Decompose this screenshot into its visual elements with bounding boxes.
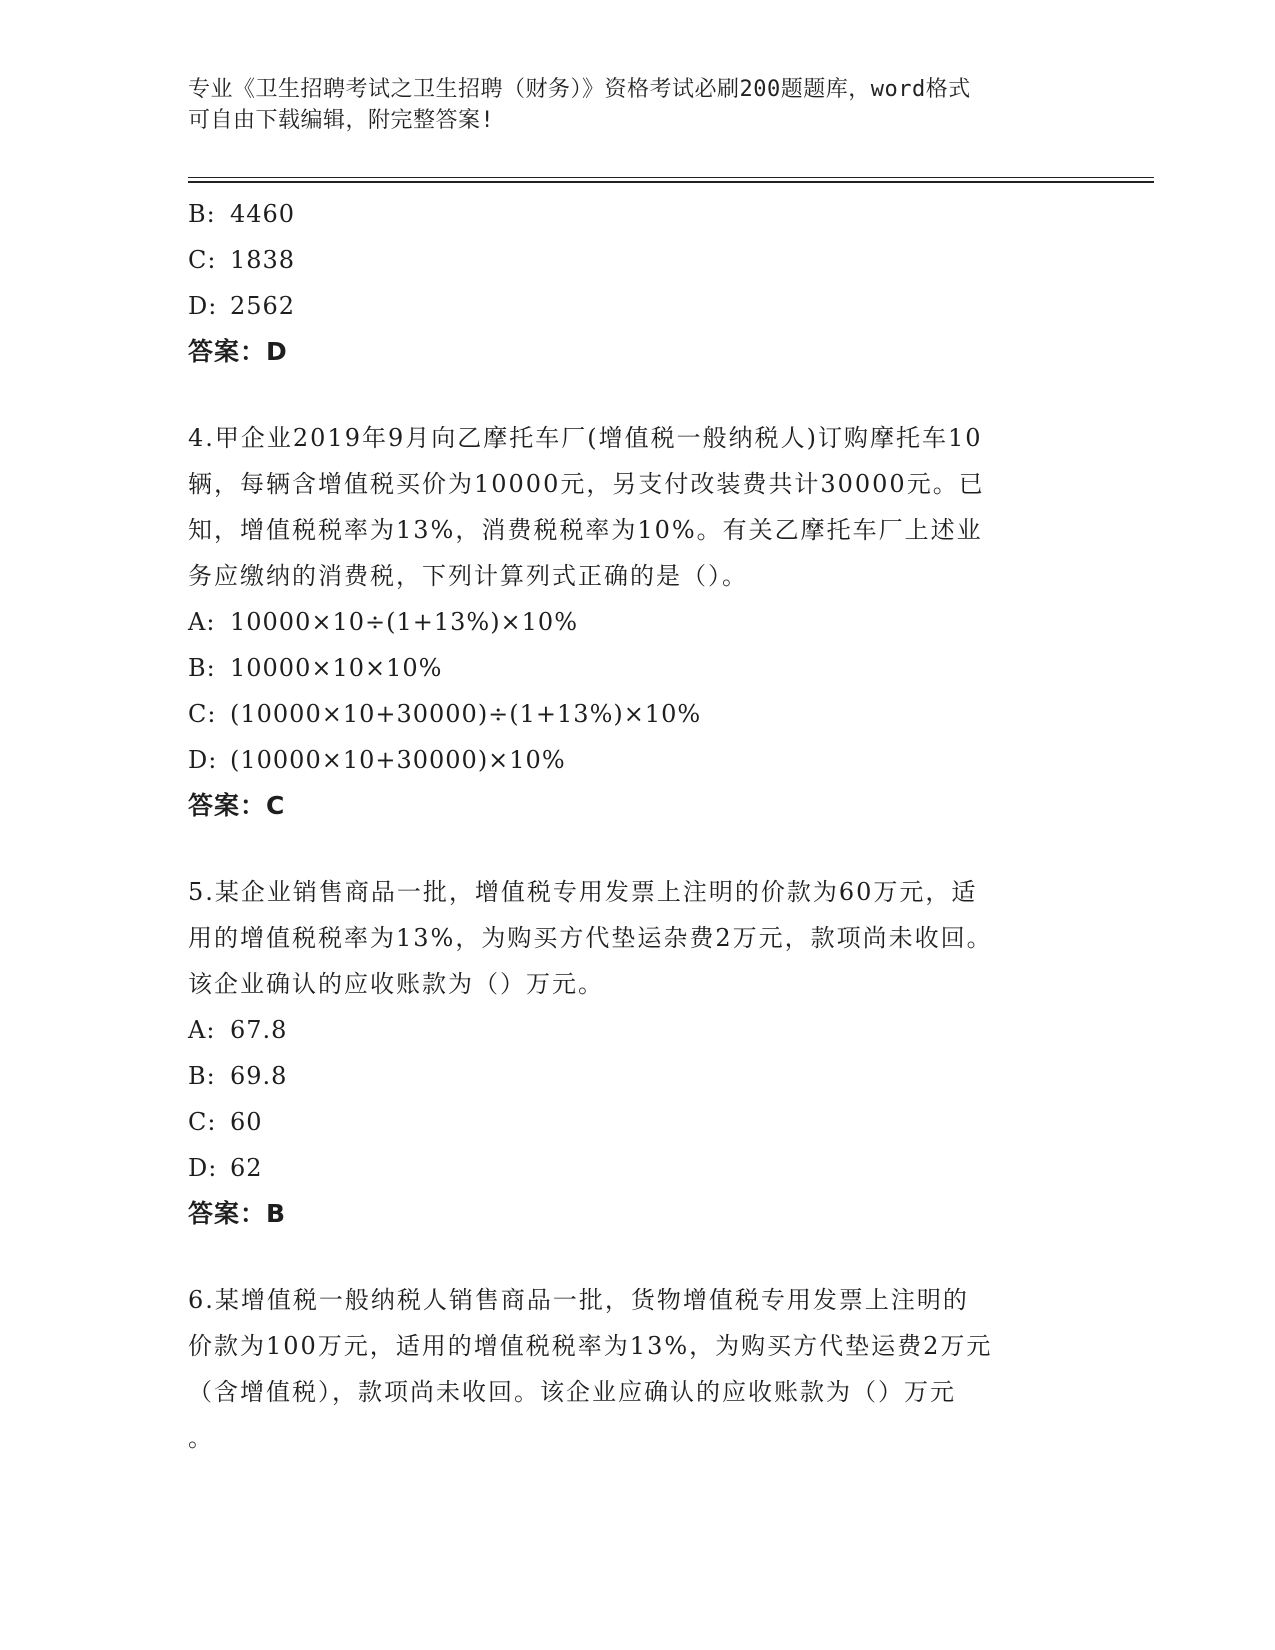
question-stem (188, 869, 1088, 1007)
question-6 (188, 1277, 1088, 1461)
option-d: D: 2562 (188, 292, 296, 320)
answer: 答案：C (188, 791, 286, 820)
header-divider-thin (188, 177, 1154, 178)
question-5 (188, 869, 1088, 1237)
header-divider-thick (188, 181, 1154, 183)
question-stem (188, 415, 1088, 599)
question-line: 该企业确认的应收账款为（）万元。 (188, 970, 604, 998)
question-line: 知，增值税税率为13%，消费税税率为10%。有关乙摩托车厂上述业 (188, 516, 983, 544)
option-d: D: (10000×10+30000)×10% (188, 746, 566, 774)
option-a: A: 10000×10÷(1+13%)×10% (188, 608, 579, 636)
question-line: 辆，每辆含增值税买价为10000元，另支付改装费共计30000元。已 (188, 470, 985, 498)
question-line: 5.某企业销售商品一批，增值税专用发票上注明的价款为60万元，适 (188, 878, 978, 906)
question-content (188, 191, 1088, 1461)
question-line: 用的增值税税率为13%，为购买方代垫运杂费2万元，款项尚未收回。 (188, 924, 993, 952)
option-c: C: 1838 (188, 246, 296, 274)
question-line: 价款为100万元，适用的增值税税率为13%，为购买方代垫运费2万元 (188, 1332, 993, 1360)
option-c: C: 60 (188, 1108, 263, 1136)
option-a: A: 67.8 (188, 1016, 288, 1044)
question-line: 4.甲企业2019年9月向乙摩托车厂(增值税一般纳税人)订购摩托车10 (188, 424, 983, 452)
option-b: B: 10000×10×10% (188, 654, 443, 682)
answer: 答案：D (188, 337, 288, 366)
question-line: 6.某增值税一般纳税人销售商品一批，货物增值税专用发票上注明的 (188, 1286, 969, 1314)
question-line: 。 (188, 1424, 214, 1452)
question-4 (188, 415, 1088, 829)
page-header (188, 74, 1068, 136)
question-3-options (188, 191, 1088, 375)
header-line-1: 专业《卫生招聘考试之卫生招聘（财务）》资格考试必刷200题题库，word格式 (188, 77, 971, 102)
question-line: （含增值税），款项尚未收回。该企业应确认的应收账款为（）万元 (188, 1378, 956, 1406)
answer: 答案：B (188, 1199, 287, 1228)
option-d: D: 62 (188, 1154, 263, 1182)
question-stem (188, 1277, 1088, 1461)
option-b: B: 4460 (188, 200, 296, 228)
option-b: B: 69.8 (188, 1062, 288, 1090)
option-c: C: (10000×10+30000)÷(1+13%)×10% (188, 700, 702, 728)
question-line: 务应缴纳的消费税，下列计算列式正确的是（）。 (188, 562, 748, 590)
header-line-2: 可自由下载编辑，附完整答案! (188, 108, 495, 133)
